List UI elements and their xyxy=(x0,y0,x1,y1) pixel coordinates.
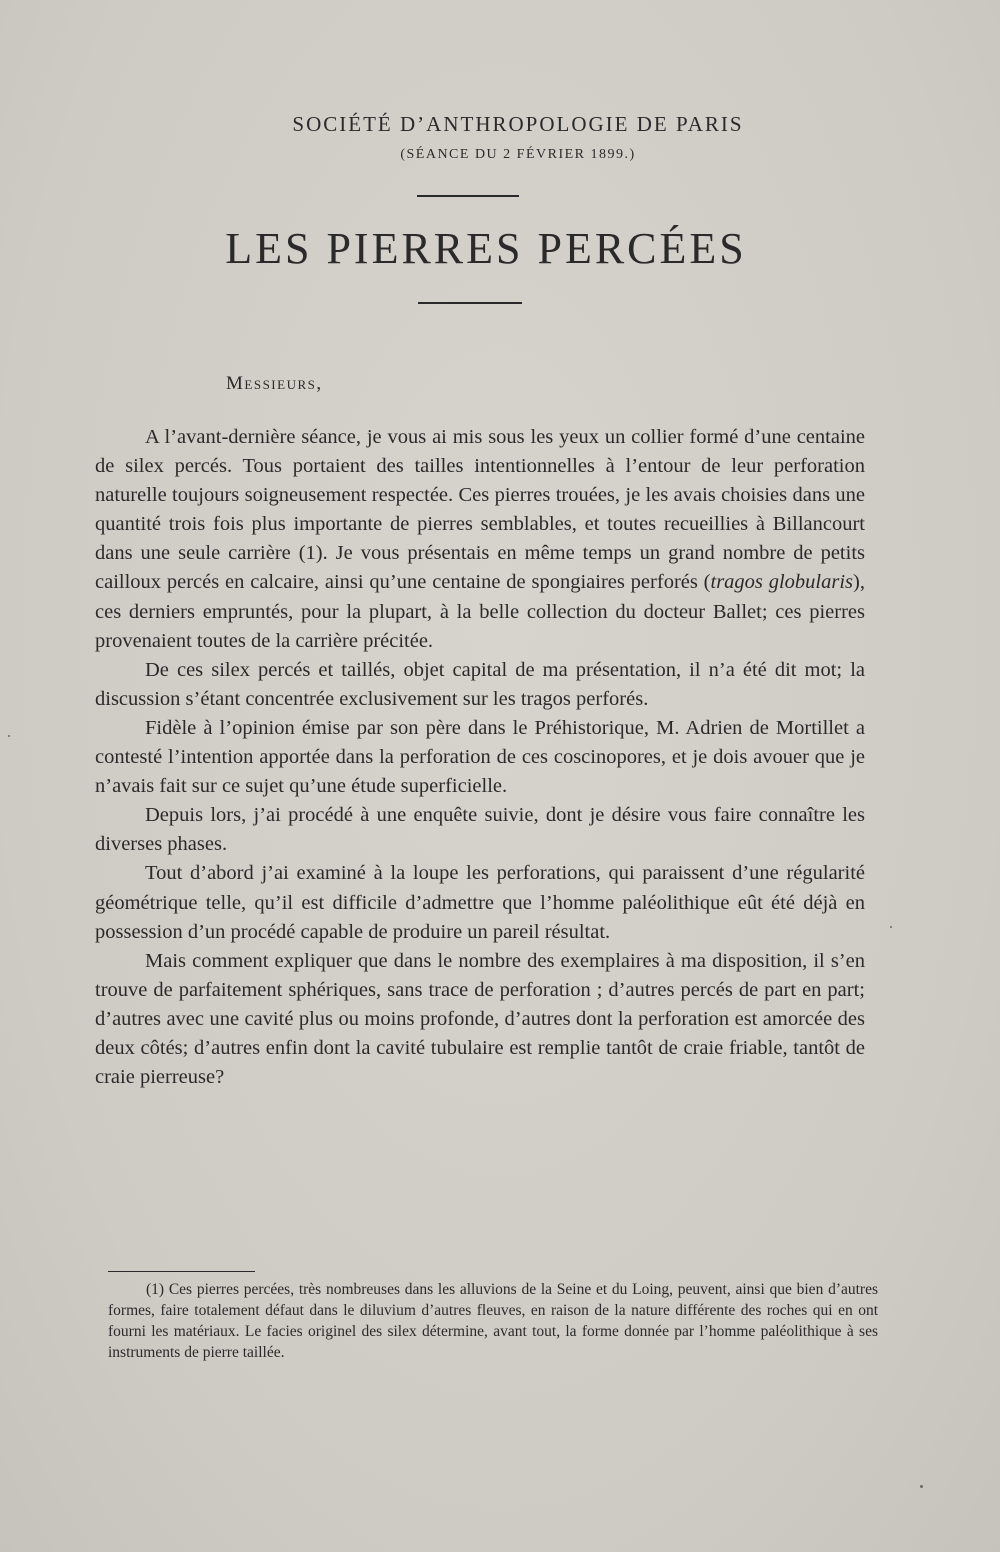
paragraph-3: Fidèle à l’opinion émise par son père dans le Préhistorique, M. Adrien de Mortillet a contesté l’intention apportée dans la perforation de ces coscinopores, et je dois avouer que je n’avais fait sur ce sujet qu’une étude superficielle. xyxy=(95,716,865,798)
article-body xyxy=(95,423,865,1092)
footnote: (1) Ces pierres percées, très nombreuses dans les alluvions de la Seine et du Loing, peuvent, ainsi que bien d’autres formes, faire totalement défaut dans le diluvium d’autres fleuves, en raison de la nature différente des roches qui en ont fourni les matériaux. Le facies originel des silex détermine, avant tout, la forme donnée par l’homme paléolithique à ses instruments de pierre taillée. xyxy=(108,1281,878,1361)
paragraph-4: Depuis lors, j’ai procédé à une enquête suivie, dont je désire vous faire connaître les diverses phases. xyxy=(95,804,865,856)
footnote-divider xyxy=(108,1271,255,1272)
paper-speck xyxy=(8,735,10,737)
session-date: (SÉANCE DU 2 FÉVRIER 1899.) xyxy=(400,147,636,162)
page-header xyxy=(0,112,1000,163)
paragraph-1-text-a: A l’avant-dernière séance, je vous ai mis sous les yeux un collier formé d’une centaine de silex percés. Tous portaient des tailles intentionnelles à l’entour de leur perforation naturelle toujours soigneusement respectée. Ces pierres trouées, je les avais choisies dans une quantité trois fois plus importante de pierres semblables, et toutes recueillies à Billancourt dans une seule carrière (1). Je vous présentais en même temps un grand nombre de petits cailloux percés en calcaire, ainsi qu’une centaine de spongiaires perforés ( xyxy=(95,426,865,594)
paragraph-5: Tout d’abord j’ai examiné à la loupe les perforations, qui paraissent d’une régularité géométrique telle, qu’il est difficile d’admettre que l’homme paléolithique eût été déjà en possession d’un procédé capable de produire un pareil résultat. xyxy=(95,862,865,943)
paper-speck xyxy=(920,1485,923,1488)
paragraph-1-text-b: ), ces derniers empruntés, pour la plupart, à la belle collection du docteur Ballet; ces pierres provenaient toutes de la carrière précitée. xyxy=(95,571,865,652)
title-divider xyxy=(418,302,522,304)
paragraph-6: Mais comment expliquer que dans le nombre des exemplaires à ma disposition, il s’en trouve de parfaitement sphériques, sans trace de perforation ; d’autres percés de part en part; d’autres avec une cavité plus ou moins profonde, d’autres dont la perforation est amorcée des deux côtés; d’autres enfin dont la cavité tubulaire est remplie tantôt de craie friable, tantôt de craie pierreuse? xyxy=(95,949,865,1089)
article-title: LES PIERRES PERCÉES xyxy=(225,224,747,273)
salutation: Messieurs, xyxy=(226,373,323,394)
society-name: SOCIÉTÉ D’ANTHROPOLOGIE DE PARIS xyxy=(292,112,744,136)
paper-speck xyxy=(890,926,892,928)
paragraph-1 xyxy=(95,423,865,656)
paragraph-2: De ces silex percés et taillés, objet capital de ma présentation, il n’a été dit mot; la discussion s’étant concentrée exclusivement sur les tragos perforés. xyxy=(95,658,865,710)
species-name: tragos globularis xyxy=(710,571,854,594)
header-divider xyxy=(417,195,519,197)
